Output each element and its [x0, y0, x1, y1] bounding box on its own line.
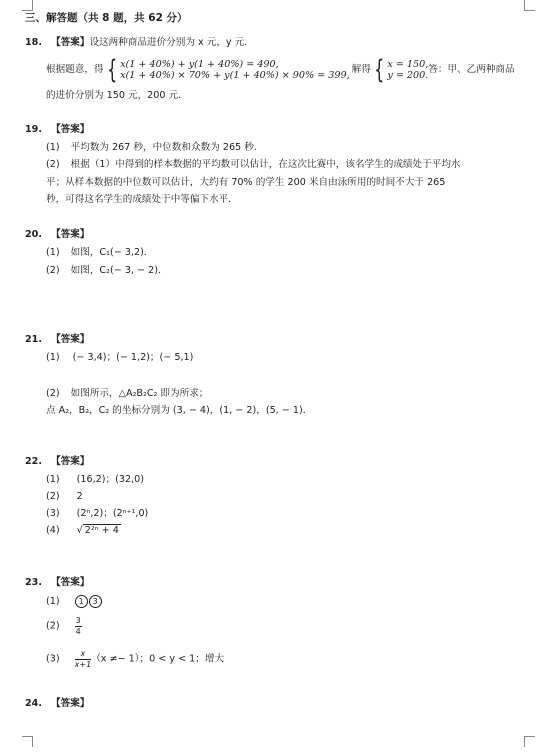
q20-part1-text: 如图，C₁(− 3,2)． — [70, 247, 154, 258]
q19-part2-line3: 秒，可得这名学生的成绩处于中等偏下水平． — [46, 194, 238, 205]
q23-number: 23. — [25, 577, 42, 588]
q19-header — [25, 124, 89, 136]
q22-part3-text: (2ⁿ,2)；(2ⁿ⁺¹,0) — [76, 508, 149, 519]
q18-eq2: x(1 + 40%) × 70% + y(1 + 40%) × 90% = 399, — [120, 70, 350, 81]
q23-part3-label: (3) — [46, 653, 60, 665]
q20-part2 — [46, 265, 168, 277]
q23-part1 — [46, 595, 103, 608]
q22-part1-text: (16,2)；(32,0) — [76, 474, 144, 485]
q22-part2 — [46, 491, 83, 503]
q23-answer-tag: 【答案】 — [51, 577, 90, 588]
q19-part1-label: (1) — [46, 142, 60, 153]
q20-part2-text: 如图，C₂(− 3, − 2)． — [70, 265, 168, 276]
q18-answer-tag: 【答案】 — [51, 37, 90, 48]
corner-mark-bottom-right — [524, 736, 535, 747]
q20-part1-label: (1) — [46, 247, 60, 258]
q21-part1-label: (1) — [46, 352, 60, 363]
q18-brace-right: { — [374, 55, 385, 85]
q23-part3-fraction — [75, 650, 92, 669]
q18-sol2: y = 200. — [387, 70, 429, 81]
q18-brace-left: { — [106, 55, 117, 85]
q22-part4-sqrt: √ 2²ⁿ + 4 — [76, 525, 119, 536]
q18-eq1: x(1 + 40%) + y(1 + 40%) = 490, — [120, 58, 279, 70]
q21-number: 21. — [25, 334, 42, 345]
q18-equation-system — [120, 59, 350, 82]
q18-line1 — [25, 37, 254, 49]
q23-part2-label: (2) — [46, 620, 60, 632]
q24-number: 24. — [25, 698, 42, 709]
q22-number: 22. — [25, 456, 42, 467]
q21-part2 — [46, 388, 208, 400]
q23-part2-numerator: 3 — [75, 616, 81, 625]
q18-number: 18. — [25, 37, 42, 48]
q22-part1 — [46, 474, 144, 486]
q21-part1 — [46, 352, 193, 364]
q21-answer-tag: 【答案】 — [51, 334, 90, 345]
q22-part2-text: 2 — [76, 491, 83, 502]
q19-part2-text: 根据（1）中得到的样本数据的平均数可以估计，在这次比赛中，该名学生的成绩处于平均水 — [70, 159, 461, 170]
q20-part2-label: (2) — [46, 265, 60, 276]
q21-part2-text: 如图所示，△A₂B₂C₂ 即为所求； — [70, 388, 209, 399]
q23-choice-circle-1: 1 — [75, 595, 88, 608]
q19-part2 — [46, 159, 461, 171]
q18-solve-prefix: 解得 — [351, 64, 371, 75]
q19-part1-text: 平均数为 267 秒，中位数和众数为 265 秒． — [70, 142, 264, 153]
q22-header — [25, 456, 89, 468]
q23-part2-denominator: 4 — [75, 627, 81, 636]
corner-mark-top-left — [22, 0, 33, 11]
q23-header — [25, 577, 89, 589]
q21-header — [25, 334, 89, 346]
q18-line2-prefix: 根据题意，得 — [46, 64, 104, 75]
q23-part3 — [46, 650, 224, 669]
q23-part1-choices — [75, 596, 103, 607]
q19-answer-tag: 【答案】 — [51, 124, 90, 135]
q22-answer-tag: 【答案】 — [51, 456, 90, 467]
section-title: 三、解答题（共 8 题，共 62 分） — [25, 12, 188, 24]
q23-part3-denominator: x+1 — [74, 660, 92, 669]
corner-mark-bottom-left — [22, 736, 33, 747]
q20-part1 — [46, 247, 153, 259]
q18-line2-suffix: 答：甲、乙两种商品 — [428, 64, 515, 75]
q18-line2 — [46, 57, 515, 83]
q18-line3: 的进价分别为 150 元，200 元． — [46, 90, 188, 101]
q23-part1-label: (1) — [46, 596, 60, 607]
q22-part3-label: (3) — [46, 508, 60, 519]
q22-part4-radicand: 2²ⁿ + 4 — [84, 525, 119, 536]
q19-part2-label: (2) — [46, 159, 60, 170]
q19-number: 19. — [25, 124, 42, 135]
q18-solution-system — [387, 59, 428, 82]
q19-part2-line2: 平；从样本数据的中位数可以估计，大约有 70% 的学生 200 米自由泳所用的时间不大于 265 — [46, 177, 446, 188]
q22-part3 — [46, 508, 148, 520]
q23-part3-numerator: x — [75, 650, 92, 660]
q24-answer-tag: 【答案】 — [51, 698, 90, 709]
q22-part4 — [46, 525, 121, 537]
q20-answer-tag: 【答案】 — [51, 229, 90, 240]
q21-part1-text: (− 3,4)；(− 1,2)；(− 5,1) — [72, 352, 194, 363]
q24-header — [25, 698, 89, 710]
corner-mark-top-right — [524, 0, 535, 11]
q23-part2-fraction — [75, 617, 82, 636]
q21-part2-line2: 点 A₂，B₂，C₂ 的坐标分别为 (3, − 4)，(1, − 2)，(5, − 1)． — [46, 405, 313, 416]
q21-part2-label: (2) — [46, 388, 60, 399]
q23-part2 — [46, 617, 82, 636]
q23-part3-rest: （x ≠− 1）；0 < y < 1；增大 — [91, 653, 225, 665]
q18-sol1: x = 150, — [387, 58, 429, 70]
q18-intro: 设这两种商品进价分别为 x 元，y 元． — [89, 37, 254, 48]
q23-choice-circle-3: 3 — [89, 595, 102, 608]
q19-part1 — [46, 142, 263, 154]
q20-number: 20. — [25, 229, 42, 240]
q22-part4-label: (4) — [46, 525, 60, 536]
q22-part2-label: (2) — [46, 491, 60, 502]
q22-part1-label: (1) — [46, 474, 60, 485]
q20-header — [25, 229, 89, 241]
